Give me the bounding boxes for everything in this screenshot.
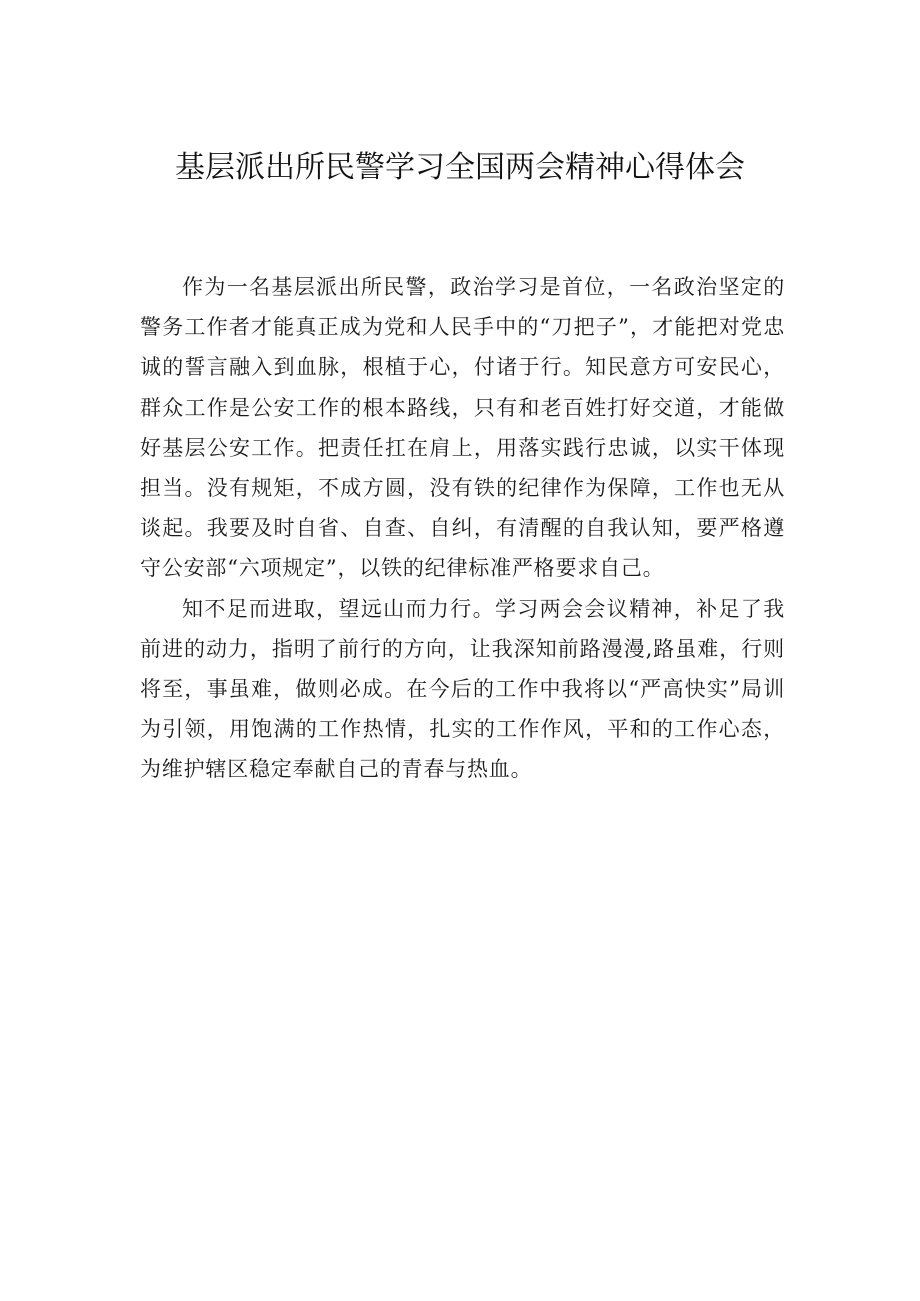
paragraph-1: 作为一名基层派出所民警，政治学习是首位，一名政治坚定的警务工作者才能真正成为党和人民手中的“刀把子”，才能把对党忠诚的誓言融入到血脉，根植于心，付诸于行。知民意方可安民心，群众工作是公安工作的根本路线，只有和老百姓打好交道，才能做好基层公安工作。把责任扛在肩上，用落实践行忠诚，以实干体现担当。没有规矩，不成方圆，没有铁的纪律作为保障，工作也无从谈起。我要及时自省、自查、自纠，有清醒的自我认知，要严格遵守公安部“六项规定”，以铁的纪律标准严格要求自己。 <box>140 275 785 581</box>
paragraph-2: 知不足而进取，望远山而力行。学习两会会议精神，补足了我前进的动力，指明了前行的方向，让我深知前路漫漫,路虽难，行则将至，事虽难，做则必成。在今后的工作中我将以“严高快实”局训为引领，用饱满的工作热情，扎实的工作作风，平和的工作心态，为维护辖区稳定奉献自己的青春与热血。 <box>140 596 785 782</box>
document-title: 基层派出所民警学习全国两会精神心得体会 <box>175 150 745 185</box>
document-body <box>140 267 785 790</box>
